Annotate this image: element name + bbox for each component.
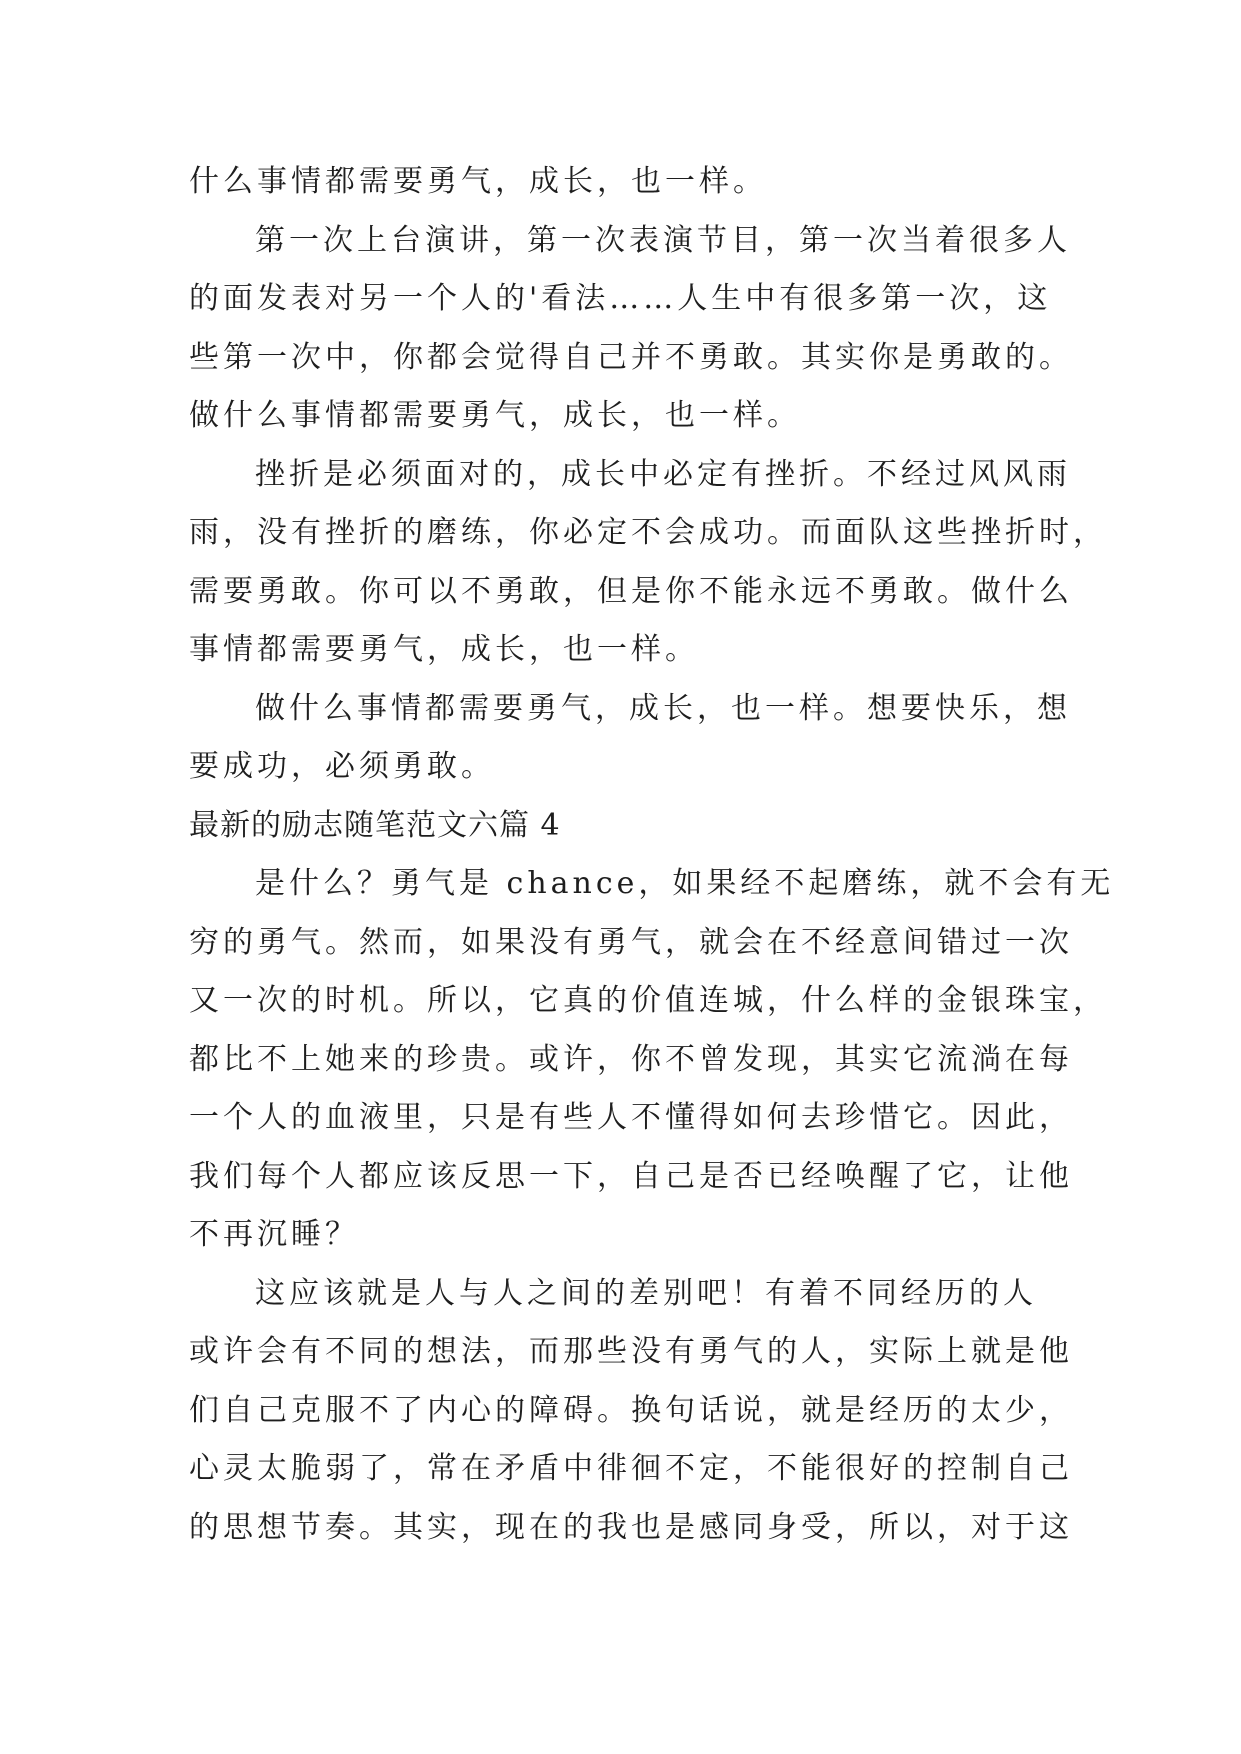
text-line: 事情都需要勇气，成长，也一样。 — [189, 632, 699, 667]
text-line: 些第一次中，你都会觉得自己并不勇敢。其实你是勇敢的。 — [189, 339, 1073, 375]
section-heading: 最新的励志随笔范文六篇 4 — [189, 807, 561, 843]
paragraph-first-line: 是什么？勇气是 chance，如果经不起磨练，就不会有无 — [255, 866, 1115, 901]
document-body — [189, 153, 1115, 1557]
text-line: 或许会有不同的想法，而那些没有勇气的人，实际上就是他 — [189, 1334, 1073, 1369]
text-line: 的思想节奏。其实，现在的我也是感同身受，所以，对于这 — [189, 1509, 1073, 1545]
text-line: 雨，没有挫折的磨练，你必定不会成功。而面队这些挫折时， — [189, 515, 1107, 550]
text-line: 穷的勇气。然而，如果没有勇气，就会在不经意间错过一次 — [189, 924, 1073, 960]
paragraph-first-line: 做什么事情都需要勇气，成长，也一样。想要快乐，想 — [255, 690, 1071, 726]
paragraph-first-line: 第一次上台演讲，第一次表演节目，第一次当着很多人 — [255, 222, 1071, 258]
text-line: 都比不上她来的珍贵。或许，你不曾发现，其实它流淌在每 — [189, 1041, 1073, 1077]
paragraph-first-line: 这应该就是人与人之间的差别吧！有着不同经历的人 — [255, 1275, 1037, 1311]
text-line: 的面发表对另一个人的'看法……人生中有很多第一次，这 — [189, 281, 1052, 316]
text-line: 需要勇敢。你可以不勇敢，但是你不能永远不勇敢。做什么 — [189, 573, 1073, 609]
text-line: 什么事情都需要勇气，成长，也一样。 — [189, 164, 767, 199]
text-line: 又一次的时机。所以，它真的价值连城，什么样的金银珠宝， — [189, 983, 1107, 1018]
text-line: 做什么事情都需要勇气，成长，也一样。 — [189, 398, 801, 433]
text-line: 心灵太脆弱了，常在矛盾中徘徊不定，不能很好的控制自己 — [189, 1451, 1073, 1486]
text-line: 要成功，必须勇敢。 — [189, 749, 495, 784]
text-line: 们自己克服不了内心的障碍。换句话说，就是经历的太少， — [189, 1392, 1073, 1428]
paragraph-first-line: 挫折是必须面对的，成长中必定有挫折。不经过风风雨 — [255, 456, 1071, 492]
text-line: 一个人的血液里，只是有些人不懂得如何去珍惜它。因此， — [189, 1100, 1073, 1135]
text-line: 不再沉睡？ — [189, 1217, 359, 1252]
text-line: 我们每个人都应该反思一下，自己是否已经唤醒了它，让他 — [189, 1158, 1073, 1194]
